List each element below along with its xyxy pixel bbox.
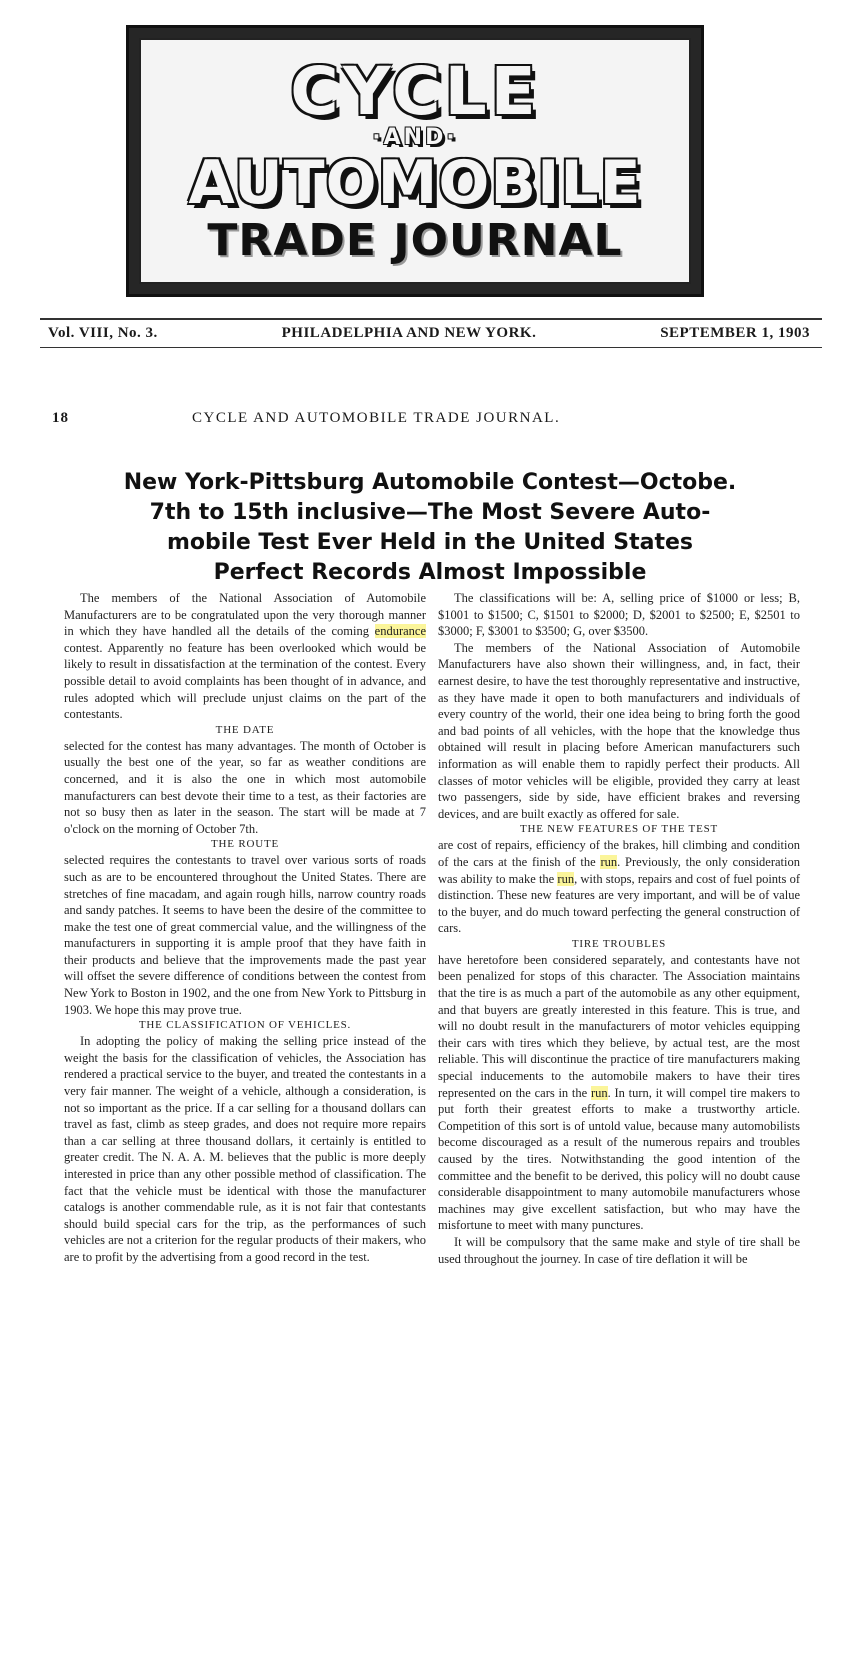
paragraph: The classifications will be: A, selling price of $1000 or less; B, $1001 to $1500; C, $1501 to $2000; D, $2001 to $2500; E, $2501 to $3000; F, $3001 to $3500; G, over $3500.	[438, 591, 800, 639]
headline-line: New York-Pittsburg Automobile Contest—Octobe.	[123, 470, 737, 495]
article-column-left	[64, 590, 426, 1266]
masthead-line-and: ·AND·	[372, 125, 458, 150]
headline-line: 7th to 15th inclusive—The Most Severe Auto-	[149, 500, 711, 525]
running-title: CYCLE AND AUTOMOBILE TRADE JOURNAL.	[192, 410, 561, 426]
section-heading-date: THE DATE	[215, 723, 275, 736]
masthead-logo	[126, 25, 704, 297]
text-run: . Previously, the only consideration was ability to make the	[438, 854, 800, 886]
masthead-line-automobile: AUTOMOBILE	[188, 148, 642, 218]
paragraph: It will be compulsory that the same make and style of tire shall be used throughout the journey. In case of tire deflation it will be	[438, 1234, 800, 1266]
paragraph: selected requires the contestants to travel over various sorts of roads such as are to be encountered throughout the United States. There are stretches of fine macadam, and again rough hills, narrow country roads and sandy patches. It seems to have been the desire of the committee to make the test one of great commercial value, and the willingness of the manufacturers in supporting it is ample proof that they have faith in their products and believe that the improvements made the past year will offset the severe difference of conditions between the contest from New York to Boston in 1902, and the one from New York to Pittsburg in 1903. We hope this may prove true.	[64, 853, 426, 1017]
article-headline	[90, 468, 770, 588]
section-heading-classification: THE CLASSIFICATION OF VEHICLES.	[138, 1019, 352, 1032]
masthead-line-cycle: CYCLE	[290, 53, 540, 130]
text-run: . In turn, it will compel tire makers to put forth their greatest efforts to make a trustworthy article. Competition of this sort is of untold value, because many automobilists become discouraged as a result of the numerous repairs and troubles caused by the tires. Notwithstanding the good intention of the committee and the benefit to be derived, this policy will no doubt cause considerable disappointment to many automobile manufacturers whose machines may give excellent satisfaction, but who may have the misfortune to meet with many punctures.	[438, 1085, 800, 1233]
paragraph: The members of the National Association of Automobile Manufacturers have also shown their willingness, and, in fact, their earnest desire, to have the test thoroughly representative and instructive, as they have made it open to both manufacturers and individuals of every country of the world, their one idea being to bring forth the good and bad points of all vehicles, with the hope that the knowledge thus obtained will result in placing before American manufacturers such information as will enable them to rapidly perfect their products. All classes of motor vehicles will be eligible, provided they carry at least two passengers, side by side, have efficient brakes and reversing devices, and are built exactly as offered for sale.	[438, 640, 800, 821]
paragraph: selected for the contest has many advantages. The month of October is usually the best one of the year, so far as weather conditions are concerned, and it is also the one in which most automobile manufacturers can best devote their time to a test, as their factories are not so busy then as later in the season. The start will be made at 7 o'clock on the morning of October 7th.	[64, 738, 426, 836]
masthead-line-trade-journal: TRADE JOURNAL	[207, 215, 623, 266]
headline-line: mobile Test Ever Held in the United States	[166, 530, 694, 555]
paragraph	[64, 590, 426, 723]
paragraph: In adopting the policy of making the selling price instead of the weight the basis for the classification of vehicles, the Association has rendered a practical service to the buyer, and treated the contestants in a very fair manner. The weight of a vehicle, although a consideration, is not so important as the price. If a car selling for a thousand dollars can travel as fast, climb as steep grades, and does not require more repairs than a car selling at three thousand dollars, it certainly is entitled to greater credit. The N. A. A. M. believes that the public is more deeply interested in price than any other possible method of classification. The fact that the vehicle must be identical with those the manufacturer catalogs is another commendable rule, as it is not fair that contestants should build special cars for the trip, as the performances of such vehicles are not a criterion for the regular products of their makers, who are to profit by the advertising from a good record in the test.	[64, 1034, 426, 1264]
text-run: The members of the National Association of Automobile Manufacturers are to be congratulated upon the very thorough manner in which they have handled all the details of the coming	[64, 591, 426, 639]
article-column-right	[438, 590, 800, 1267]
highlighted-word: run	[600, 854, 618, 869]
section-heading-tire-troubles: TIRE TROUBLES	[571, 937, 667, 950]
paragraph	[438, 952, 800, 1234]
issue-info-bar	[40, 318, 822, 348]
issue-date: SEPTEMBER 1, 1903	[660, 325, 810, 341]
issue-place: PHILADELPHIA AND NEW YORK.	[281, 325, 537, 341]
text-run: are cost of repairs, efficiency of the brakes, hill climbing and condition of the cars at the finish of the	[438, 838, 800, 869]
text-run: contest. Apparently no feature has been overlooked which would be likely to result in dissatisfaction at the termination of the contest. Every possible detail to avoid complaints has been thought of in advance, and rules adopted which will preclude unjust claims on the part of the contestants.	[64, 640, 426, 722]
issue-volume: Vol. VIII, No. 3.	[48, 325, 158, 341]
highlighted-word: endurance	[374, 624, 426, 639]
page-header	[52, 410, 812, 434]
text-run: , with stops, repairs and cost of fuel points of distinction. These new features are very important, and will be of value to the buyer, and do much toward perfecting the general construction of cars.	[438, 871, 800, 936]
page-number: 18	[52, 410, 69, 426]
masthead-panel	[139, 38, 691, 284]
paragraph	[438, 837, 800, 937]
highlighted-word: run	[590, 1085, 608, 1100]
highlighted-word: run	[557, 871, 575, 886]
section-heading-new-features: THE NEW FEATURES OF THE TEST	[519, 823, 719, 836]
section-heading-route: THE ROUTE	[211, 838, 279, 851]
text-run: have heretofore been considered separately, and contestants have not been penalized for stops of this character. The Association maintains that the tire is as much a part of the automobile as any other equipment, and that buyers are greatly interested in this feature. This is true, and will no doubt result in the manufacturers of motor vehicles equipping their cars with tires which they believe, by actual test, are the most reliable. This will discontinue the practice of tire manufacturers making special inducements to the automobile makers to have their tires represented on the cars in the	[438, 952, 800, 1100]
headline-line: Perfect Records Almost Impossible	[213, 560, 647, 585]
